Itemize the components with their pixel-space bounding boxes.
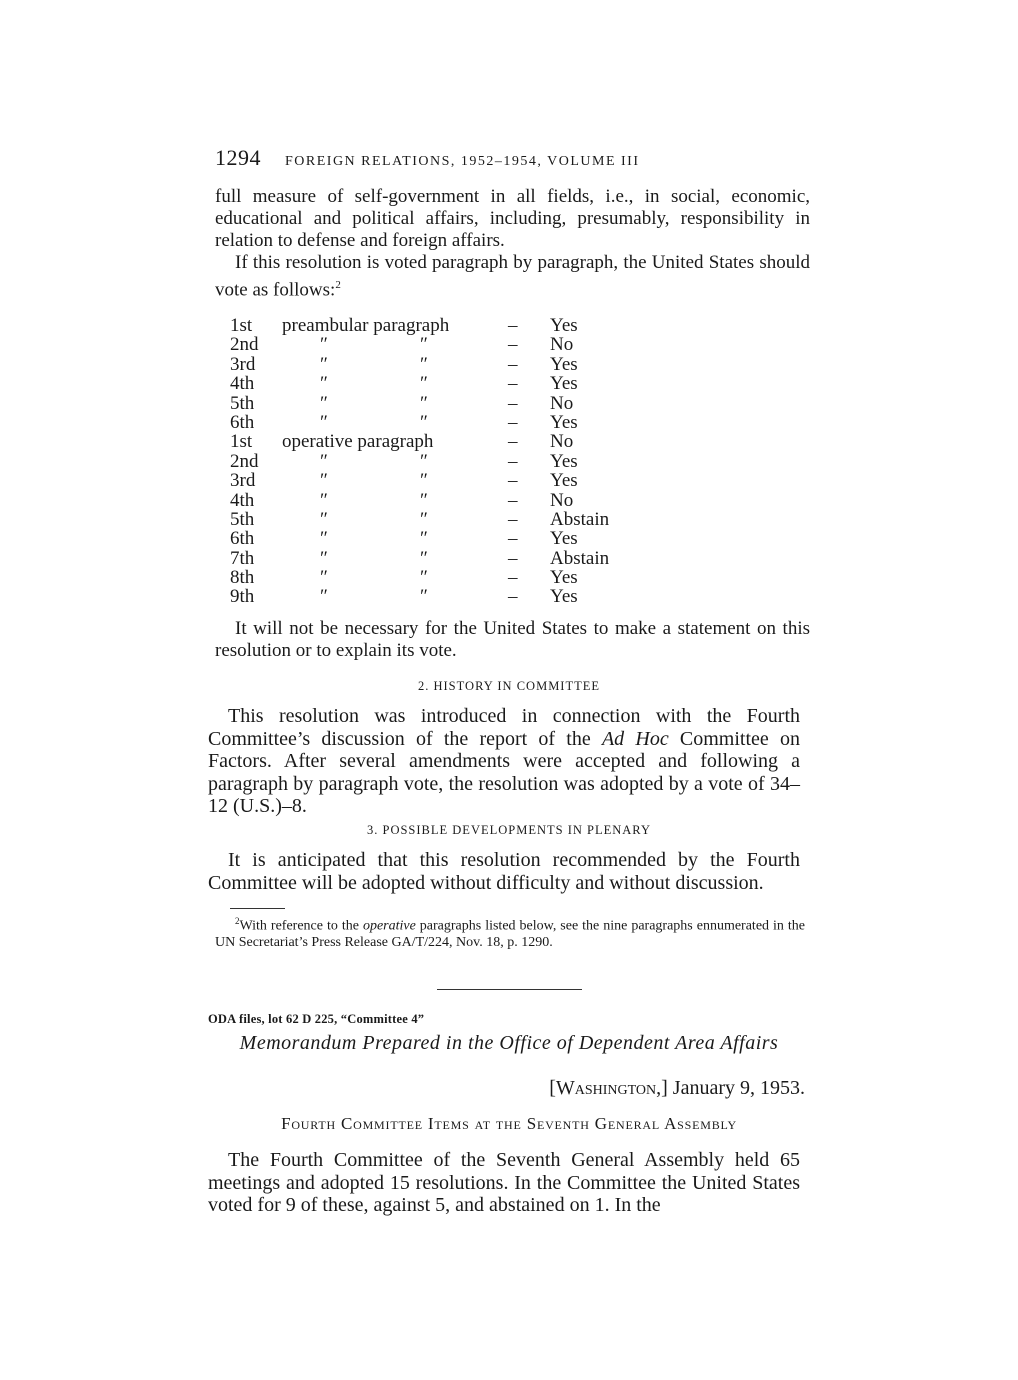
vote-dash: – xyxy=(508,431,518,453)
ditto-mark: ″ xyxy=(420,373,428,395)
vote-ordinal: 5th xyxy=(230,392,255,414)
ditto-mark: ″ xyxy=(320,373,328,395)
ditto-mark: ″ xyxy=(320,334,328,356)
vote-dash: – xyxy=(508,489,518,511)
ditto-mark: ″ xyxy=(420,586,428,608)
vote-ordinal: 9th xyxy=(230,586,255,608)
vote-dash: – xyxy=(508,547,518,569)
vote-ordinal: 4th xyxy=(230,373,255,395)
vote-dash: – xyxy=(508,411,518,433)
vote-value: Yes xyxy=(550,567,578,589)
ditto-mark: ″ xyxy=(420,392,428,414)
vote-ordinal: 3rd xyxy=(230,470,256,492)
memo-heading: Fourth Committee Items at the Seventh General Assembly xyxy=(281,1114,737,1133)
vote-value: Abstain xyxy=(550,547,610,569)
vote-value: No xyxy=(550,431,574,453)
vote-value: Yes xyxy=(550,315,578,336)
ditto-mark: ″ xyxy=(420,547,428,569)
memo-title: Memorandum Prepared in the Office of Dependent Area Affairs xyxy=(239,1032,779,1054)
footnote-rule xyxy=(230,908,285,909)
footnote: $^2$With reference to the operative paragraphs listed below, see the nine paragraphs ennumerated in the UN Secretariat’s Press Release GA/T/224, Nov. 18, p. 1290. xyxy=(215,916,806,951)
vote-dash: – xyxy=(508,334,518,356)
vote-value: No xyxy=(550,392,574,414)
vote-dash: – xyxy=(508,528,518,550)
vote-value: Yes xyxy=(550,373,578,395)
vote-value: Yes xyxy=(550,450,578,472)
vote-ordinal: 2nd xyxy=(230,334,259,356)
document-divider xyxy=(437,989,582,990)
ditto-mark: ″ xyxy=(420,567,428,589)
vote-value: Abstain xyxy=(550,508,610,530)
ditto-mark: ″ xyxy=(320,547,328,569)
vote-dash: – xyxy=(508,392,518,414)
dateline: [Washington,] January 9, 1953. xyxy=(549,1077,805,1099)
vote-value: Yes xyxy=(550,586,578,608)
vote-ordinal: 2nd xyxy=(230,450,259,472)
intro-paragraph-1: full measure of self-government in all fields, i.e., in social, economic, educational and political affairs, including, presumably, responsibility in relation to defense and foreign affairs. xyxy=(215,186,810,251)
vote-dash: – xyxy=(508,315,518,336)
ditto-mark: ″ xyxy=(320,470,328,492)
ditto-mark: ″ xyxy=(420,353,428,375)
section-history-text: This resolution was introduced in connection with the Fourth Committee’s discussion of the report of the Ad Hoc Committee on Factors. After several amendments were accepted and following a paragraph by paragraph vote, the resolution was adopted by a vote of 34–12 (U.S.)–8. xyxy=(208,705,800,817)
ditto-mark: ″ xyxy=(320,508,328,530)
vote-ordinal: 4th xyxy=(230,489,255,511)
ditto-mark: ″ xyxy=(420,470,428,492)
running-title: FOREIGN RELATIONS, 1952–1954, VOLUME III xyxy=(285,154,640,169)
vote-value: No xyxy=(550,334,574,356)
intro-block xyxy=(215,186,810,301)
vote-value: No xyxy=(550,489,574,511)
ditto-mark: ″ xyxy=(420,411,428,433)
section-plenary-text: It is anticipated that this resolution recommended by the Fourth Committee will be adopted without difficulty and without discussion. xyxy=(208,849,800,894)
intro-paragraph-2: If this resolution is voted paragraph by paragraph, the United States should vote as follows:$^2$ xyxy=(215,252,810,301)
vote-dash: – xyxy=(508,567,518,589)
section-heading-history: 2. HISTORY IN COMMITTEE xyxy=(417,679,601,693)
vote-ordinal: 3rd xyxy=(230,353,256,375)
vote-value: Yes xyxy=(550,411,578,433)
vote-value: Yes xyxy=(550,353,578,375)
page-number: 1294 xyxy=(215,145,261,170)
ditto-mark: ″ xyxy=(320,450,328,472)
ditto-mark: ″ xyxy=(320,353,328,375)
ditto-mark: ″ xyxy=(320,489,328,511)
ditto-mark: ″ xyxy=(420,450,428,472)
memo-paragraph-block xyxy=(208,1149,800,1217)
vote-value: Yes xyxy=(550,528,578,550)
footnote-ref: 2 xyxy=(335,279,341,291)
vote-dash: – xyxy=(508,373,518,395)
page-header xyxy=(215,145,640,171)
source-note: ODA files, lot 62 D 225, “Committee 4” xyxy=(208,1012,425,1026)
memo-paragraph: The Fourth Committee of the Seventh General Assembly held 65 meetings and adopted 15 resolutions. In the Committee the United States voted for 9 of these, against 5, and abstained on 1. In the xyxy=(208,1149,800,1216)
vote-ordinal: 5th xyxy=(230,508,255,530)
vote-dash: – xyxy=(508,586,518,608)
vote-paragraph-kind: preambular paragraph xyxy=(282,315,450,336)
vote-value: Yes xyxy=(550,470,578,492)
ditto-mark: ″ xyxy=(320,567,328,589)
ditto-mark: ″ xyxy=(420,508,428,530)
ditto-mark: ″ xyxy=(420,528,428,550)
vote-dash: – xyxy=(508,508,518,530)
vote-ordinal: 1st xyxy=(230,315,253,336)
vote-ordinal: 6th xyxy=(230,411,255,433)
vote-dash: – xyxy=(508,353,518,375)
ditto-mark: ″ xyxy=(420,334,428,356)
after-votes-block xyxy=(215,618,810,662)
vote-ordinal: 8th xyxy=(230,567,255,589)
ditto-mark: ″ xyxy=(320,586,328,608)
ditto-mark: ″ xyxy=(320,411,328,433)
vote-ordinal: 7th xyxy=(230,547,255,569)
section-heading-plenary: 3. POSSIBLE DEVELOPMENTS IN PLENARY xyxy=(367,823,651,837)
vote-ordinal: 1st xyxy=(230,431,253,453)
vote-dash: – xyxy=(508,450,518,472)
ditto-mark: ″ xyxy=(320,528,328,550)
vote-ordinal: 6th xyxy=(230,528,255,550)
after-votes-paragraph: It will not be necessary for the United States to make a statement on this resolution or to explain its vote. xyxy=(215,618,810,661)
ditto-mark: ″ xyxy=(320,392,328,414)
vote-paragraph-kind: operative paragraph xyxy=(282,431,434,453)
vote-dash: – xyxy=(508,470,518,492)
ditto-mark: ″ xyxy=(420,489,428,511)
